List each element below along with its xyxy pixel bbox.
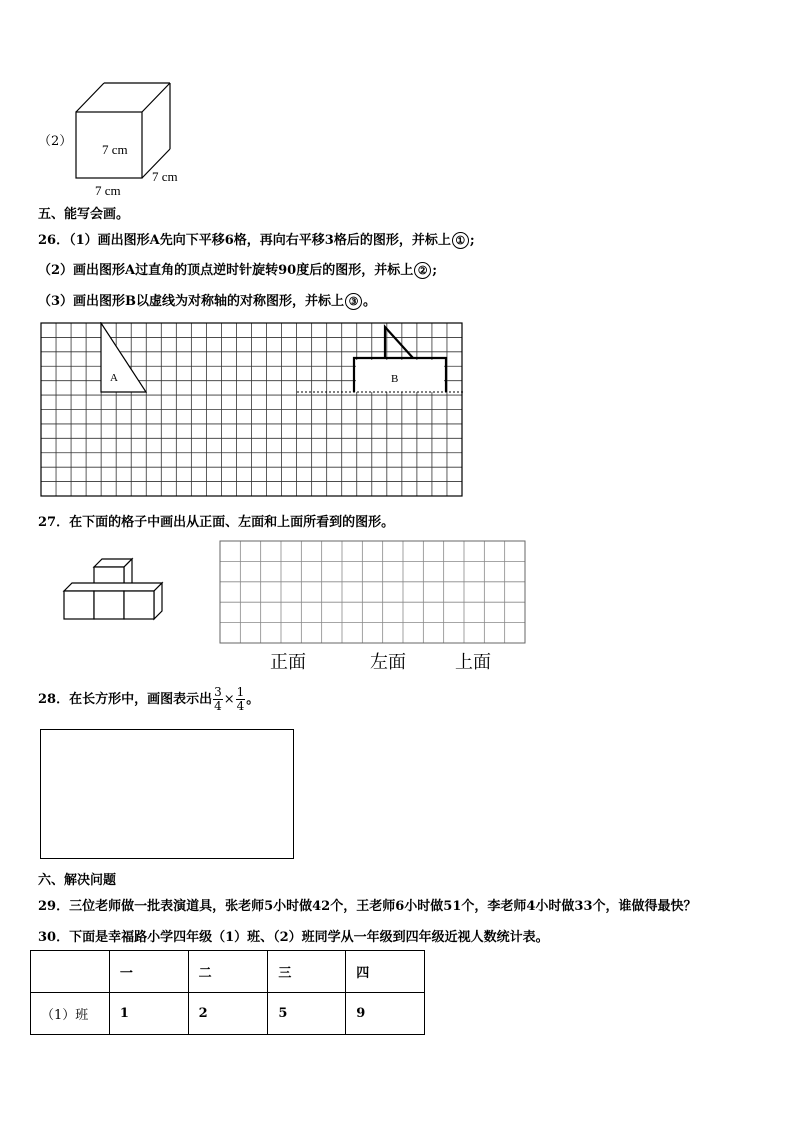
q26-part1 — [38, 229, 475, 249]
q27-drawing-grid[interactable] — [219, 540, 527, 644]
section-five-title: 五、能写会画。 — [38, 207, 130, 222]
table-header-row — [31, 951, 425, 993]
table-header-cell: 二 — [188, 951, 268, 993]
table-cell: （1）班 — [31, 993, 110, 1035]
q26-part2 — [38, 259, 437, 279]
cube-edge — [76, 83, 104, 112]
table-cell: 9 — [346, 993, 425, 1035]
shape-b-top — [385, 327, 413, 358]
table-header-cell: 四 — [346, 951, 425, 993]
q26-mark-1: ① — [452, 232, 469, 249]
q28-line — [38, 686, 259, 713]
q27-text: 27．在下面的格子中画出从正面、左面和上面所看到的图形。 — [38, 515, 395, 530]
myopia-statistics-table — [30, 950, 425, 1035]
shape-b-label: B — [391, 373, 399, 385]
q29-text: 29．三位老师做一批表演道具，张老师5小时做42个，王老师6小时做51个，李老师4小时做33个，谁做得最快？ — [38, 899, 697, 914]
q26-mark-3: ③ — [345, 293, 362, 310]
table-header-cell — [31, 951, 110, 993]
view-label-front: 正面 — [270, 652, 306, 673]
cube-figure — [70, 78, 200, 198]
q26-part3 — [38, 290, 376, 310]
fraction-three-quarters: $\frac{3}{4}$ — [214, 685, 222, 713]
q26-part1-text: 26．（1）画出图形A先向下平移6格，再向右平移3格后的图形，并标上 — [38, 233, 451, 248]
q28-end: 。 — [246, 692, 260, 707]
q28-drawing-rectangle[interactable] — [40, 729, 294, 859]
table-cell: 1 — [109, 993, 188, 1035]
cube-edge — [142, 83, 170, 112]
section-six-title: 六、解决问题 — [38, 873, 117, 888]
cube-item-label: （2） — [38, 134, 73, 149]
q26-part1-end: ; — [469, 233, 475, 248]
fraction-one-quarter: $\frac{1}{4}$ — [236, 685, 245, 713]
view-label-left: 左面 — [370, 652, 406, 673]
q27-block-figure — [60, 555, 170, 627]
q28-text: 28．在长方形中，画图表示出 — [38, 692, 213, 707]
table-header-cell: 一 — [109, 951, 188, 993]
cube-bottom-label: 7 cm — [95, 183, 121, 198]
shape-a-label: A — [110, 372, 118, 384]
q26-part3-end: 。 — [363, 294, 377, 309]
table-cell: 5 — [268, 993, 346, 1035]
view-label-top: 上面 — [455, 652, 491, 673]
cube-depth-label: 7 cm — [152, 169, 178, 184]
q26-part2-text: （2）画出图形A过直角的顶点逆时针旋转90度后的图形，并标上 — [38, 263, 414, 278]
table-header-cell: 三 — [268, 951, 346, 993]
shape-a-triangle — [101, 323, 146, 392]
q26-drawing-grid[interactable] — [40, 322, 466, 498]
times-sign: × — [223, 692, 235, 707]
q26-part2-end: ; — [432, 263, 438, 278]
q26-mark-2: ② — [414, 262, 431, 279]
table-row — [31, 993, 425, 1035]
table-cell: 2 — [188, 993, 268, 1035]
q30-text: 30．下面是幸福路小学四年级（1）班、（2）班同学从一年级到四年级近视人数统计表。 — [38, 930, 549, 945]
q26-part3-text: （3）画出图形B以虚线为对称轴的对称图形，并标上 — [38, 294, 345, 309]
cube-front-label: 7 cm — [102, 142, 128, 157]
